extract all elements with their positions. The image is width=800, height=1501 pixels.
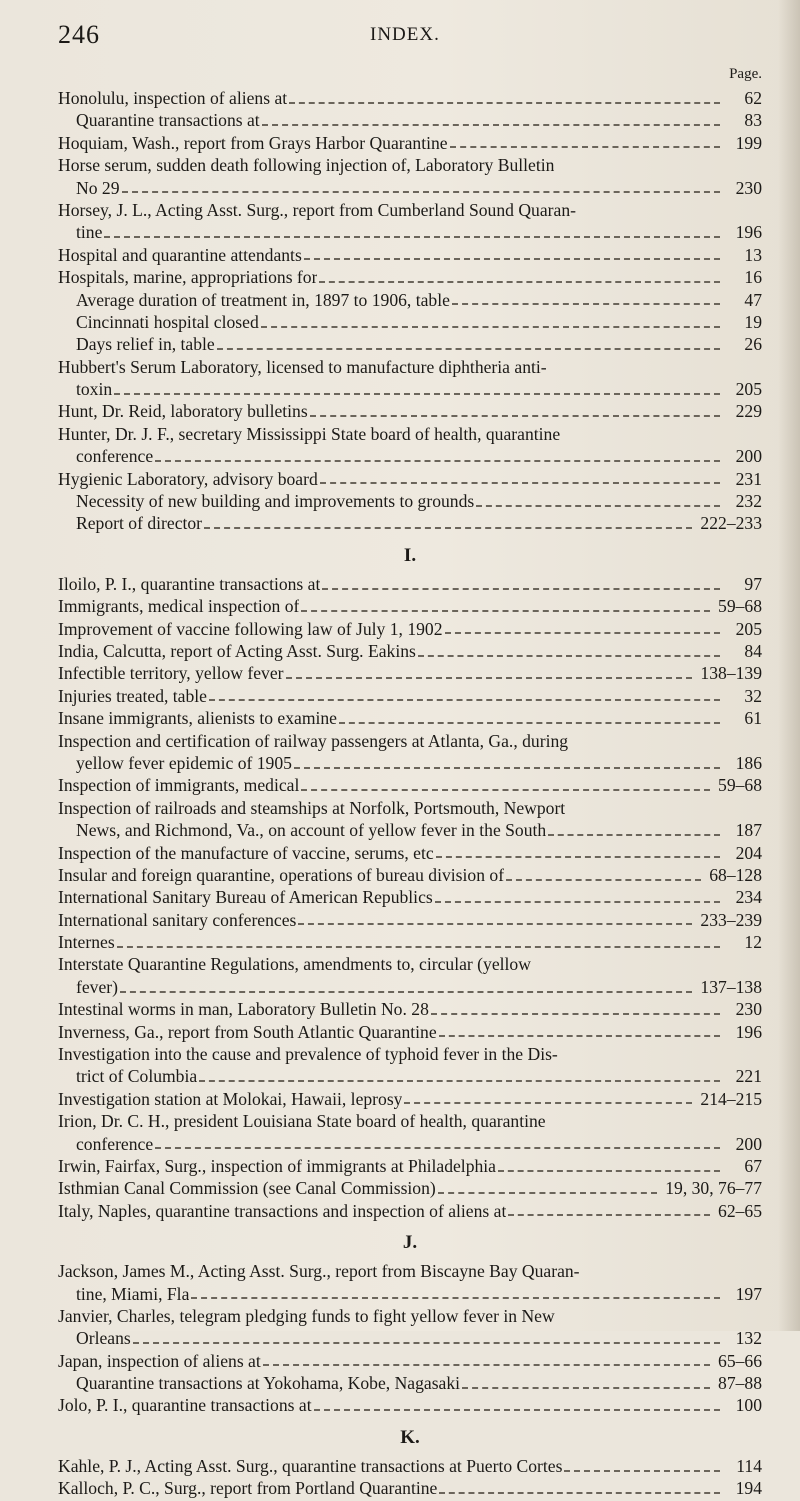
index-entry xyxy=(58,641,762,663)
index-entry-page: 230 xyxy=(735,999,762,1020)
index-entry xyxy=(58,686,762,708)
index-entry-text: conference xyxy=(76,1133,154,1154)
index-entry-text: Injuries treated, table xyxy=(58,685,207,706)
index-entry-text: Inspection of immigrants, medical xyxy=(58,775,300,796)
dot-leader xyxy=(445,631,720,634)
index-entry-page: 100 xyxy=(735,1395,762,1416)
index-entry-text: Hunter, Dr. J. F., secretary Mississippi State board of health, quarantine xyxy=(58,423,561,444)
index-entry xyxy=(58,731,762,753)
index-section-j xyxy=(58,1261,762,1418)
index-entry xyxy=(58,843,762,865)
index-entry-text: Hygienic Laboratory, advisory board xyxy=(58,468,318,489)
index-entry-page: 59–68 xyxy=(718,596,762,617)
index-entry-text: Irwin, Fairfax, Surg., inspection of immigrants at Philadelphia xyxy=(58,1155,496,1176)
index-entry-text: Jackson, James M., Acting Asst. Surg., report from Biscayne Bay Quaran- xyxy=(58,1261,580,1282)
index-entry xyxy=(58,798,762,820)
index-entry xyxy=(58,1373,762,1395)
index-entry xyxy=(58,88,762,110)
index-entry-text: Internes xyxy=(58,932,115,953)
index-entry-text: International Sanitary Bureau of American Republics xyxy=(58,887,433,908)
dot-leader xyxy=(204,526,692,529)
index-entry-text: Inverness, Ga., report from South Atlantic Quarantine xyxy=(58,1021,437,1042)
dot-leader xyxy=(462,1386,710,1389)
dot-leader xyxy=(404,1101,692,1104)
index-entry-text: yellow fever epidemic of 1905 xyxy=(76,752,292,773)
section-letter-i: I. xyxy=(403,544,417,566)
index-entry-text: Report of director xyxy=(76,513,203,534)
index-entry xyxy=(58,491,762,513)
dot-leader xyxy=(301,609,710,612)
dot-leader xyxy=(418,654,720,657)
dot-leader xyxy=(286,676,693,679)
page-edge-shadow xyxy=(778,0,800,1331)
index-entry-text: Horse serum, sudden death following injection of, Laboratory Bulletin xyxy=(58,155,555,176)
index-entry xyxy=(58,1134,762,1156)
dot-leader xyxy=(435,900,720,903)
index-entry xyxy=(58,1328,762,1350)
index-entry xyxy=(58,1044,762,1066)
index-entry-text: Kahle, P. J., Acting Asst. Surg., quarantine transactions at Puerto Cortes xyxy=(58,1455,563,1476)
index-entry-text: Italy, Naples, quarantine transactions and inspection of aliens at xyxy=(58,1200,507,1221)
index-entry xyxy=(58,1201,762,1223)
index-entry-text: Hospital and quarantine attendants xyxy=(58,244,302,265)
index-entry-text: India, Calcutta, report of Acting Asst. Surg. Eakins xyxy=(58,640,416,661)
index-entry-page: 222–233 xyxy=(700,513,762,534)
dot-leader xyxy=(320,481,720,484)
index-entry-text: conference xyxy=(76,446,154,467)
index-entry-text: Insane immigrants, alienists to examine xyxy=(58,708,337,729)
dot-leader xyxy=(322,587,720,590)
index-entry xyxy=(58,290,762,312)
dot-leader xyxy=(155,459,720,462)
dot-leader xyxy=(199,1079,720,1082)
index-entry xyxy=(58,1178,762,1200)
index-entry-page: 62–65 xyxy=(718,1200,762,1221)
dot-leader xyxy=(564,1469,720,1472)
index-entry-text: Hunt, Dr. Reid, laboratory bulletins xyxy=(58,401,308,422)
index-entry-text: Immigrants, medical inspection of xyxy=(58,596,300,617)
index-entry-page: 186 xyxy=(735,752,762,773)
index-entry-text: No 29 xyxy=(76,177,120,198)
index-entry-page: 231 xyxy=(735,468,762,489)
index-entry-text: Hospitals, marine, appropriations for xyxy=(58,267,318,288)
dot-leader xyxy=(301,788,710,791)
index-entry xyxy=(58,865,762,887)
index-entry xyxy=(58,1089,762,1111)
dot-leader xyxy=(439,1491,720,1494)
index-entry-text: Days relief in, table xyxy=(76,334,215,355)
index-entry xyxy=(58,446,762,468)
index-entry xyxy=(58,469,762,491)
dot-leader xyxy=(263,1363,710,1366)
index-entry-text: News, and Richmond, Va., on account of yellow fever in the South xyxy=(76,820,547,841)
index-entry-text: trict of Columbia xyxy=(76,1066,198,1087)
index-entry-page: 12 xyxy=(744,932,762,953)
index-entry-text: tine, Miami, Fla xyxy=(76,1283,190,1304)
index-section-h xyxy=(58,88,762,536)
index-entry-page: 59–68 xyxy=(718,775,762,796)
dot-leader xyxy=(339,721,720,724)
index-entry xyxy=(58,596,762,618)
dot-leader xyxy=(262,123,720,126)
index-entry xyxy=(58,1066,762,1088)
index-entry-page: 214–215 xyxy=(700,1088,762,1109)
index-entry xyxy=(58,1022,762,1044)
dot-leader xyxy=(314,1408,720,1411)
index-entry-text: Janvier, Charles, telegram pledging funds to fight yellow fever in New xyxy=(58,1305,555,1326)
index-entry xyxy=(58,977,762,999)
dot-leader xyxy=(261,325,720,328)
index-entry xyxy=(58,178,762,200)
index-entry-page: 67 xyxy=(744,1155,762,1176)
index-entry-page: 205 xyxy=(735,379,762,400)
dot-leader xyxy=(133,1341,720,1344)
index-entry xyxy=(58,1351,762,1373)
index-entry-page: 16 xyxy=(744,267,762,288)
index-entry-page: 19 xyxy=(744,311,762,332)
index-entry-text: fever) xyxy=(76,976,118,997)
dot-leader xyxy=(217,347,720,350)
index-entry-text: tine xyxy=(76,222,103,243)
index-entry-text: Quarantine transactions at xyxy=(76,110,260,131)
index-entry-page: 87–88 xyxy=(718,1373,762,1394)
index-entry xyxy=(58,222,762,244)
index-entry-text: Quarantine transactions at Yokohama, Kobe, Nagasaki xyxy=(76,1373,461,1394)
index-entry xyxy=(58,1478,762,1500)
index-entry-page: 19, 30, 76–77 xyxy=(665,1178,762,1199)
index-entry-page: 68–128 xyxy=(709,864,762,885)
index-entry-text: Necessity of new building and improvements to grounds xyxy=(76,491,475,512)
index-entry-page: 200 xyxy=(735,446,762,467)
index-entry xyxy=(58,775,762,797)
index-entry xyxy=(58,932,762,954)
index-entry-page: 232 xyxy=(735,491,762,512)
index-entry-text: Average duration of treatment in, 1897 to 1906, table xyxy=(76,289,450,310)
index-entry-page: 61 xyxy=(744,708,762,729)
index-entry xyxy=(58,1261,762,1283)
index-entry-page: 205 xyxy=(735,618,762,639)
index-entry-text: Orleans xyxy=(76,1328,131,1349)
index-entry xyxy=(58,401,762,423)
index-entry-page: 137–138 xyxy=(700,976,762,997)
index-entry-text: International sanitary conferences xyxy=(58,909,297,930)
index-entry-page: 114 xyxy=(736,1455,762,1476)
dot-leader xyxy=(294,766,720,769)
index-entry xyxy=(58,1306,762,1328)
index-entry-page: 230 xyxy=(735,177,762,198)
index-entry xyxy=(58,574,762,596)
index-entry-page: 233–239 xyxy=(700,909,762,930)
page-header xyxy=(58,20,762,60)
index-entry-page: 196 xyxy=(735,1021,762,1042)
index-entry-text: Jolo, P. I., quarantine transactions at xyxy=(58,1395,312,1416)
index-entry xyxy=(58,245,762,267)
dot-leader xyxy=(114,392,720,395)
dot-leader xyxy=(191,1296,720,1299)
dot-leader xyxy=(439,1034,720,1037)
index-entry xyxy=(58,334,762,356)
dot-leader xyxy=(438,1191,657,1194)
index-entry xyxy=(58,1284,762,1306)
section-letter-j: J. xyxy=(402,1232,418,1254)
dot-leader xyxy=(117,945,720,948)
index-entry xyxy=(58,954,762,976)
index-entry-text: Kalloch, P. C., Surg., report from Portland Quarantine xyxy=(58,1478,438,1499)
dot-leader xyxy=(209,698,720,701)
index-entry-page: 200 xyxy=(735,1133,762,1154)
index-entry xyxy=(58,513,762,535)
page-column-label: Page. xyxy=(729,66,762,82)
index-entry-page: 187 xyxy=(735,820,762,841)
index-entry-page: 234 xyxy=(735,887,762,908)
index-entry-page: 65–66 xyxy=(718,1350,762,1371)
dot-leader xyxy=(452,302,720,305)
dot-leader xyxy=(304,257,720,260)
dot-leader xyxy=(498,1169,720,1172)
index-entry-page: 204 xyxy=(735,842,762,863)
index-entry-page: 199 xyxy=(735,132,762,153)
index-entry-text: Insular and foreign quarantine, operations of bureau division of xyxy=(58,864,505,885)
index-entry-text: Horsey, J. L., Acting Asst. Surg., report from Cumberland Sound Quaran- xyxy=(58,199,576,220)
index-entry xyxy=(58,999,762,1021)
index-entry xyxy=(58,1156,762,1178)
index-entry-page: 194 xyxy=(735,1478,762,1499)
dot-leader xyxy=(155,1146,720,1149)
index-entry-page: 197 xyxy=(735,1283,762,1304)
index-entry xyxy=(58,379,762,401)
dot-leader xyxy=(450,145,720,148)
index-entry-text: Inspection and certification of railway passengers at Atlanta, Ga., during xyxy=(58,730,569,751)
index-entry xyxy=(58,753,762,775)
index-entry-text: Improvement of vaccine following law of July 1, 1902 xyxy=(58,618,443,639)
index-entry xyxy=(58,663,762,685)
index-entry-text: Honolulu, inspection of aliens at xyxy=(58,88,288,108)
section-letter-k: K. xyxy=(400,1426,420,1448)
index-entry xyxy=(58,312,762,334)
dot-leader xyxy=(508,1213,710,1216)
index-entry-text: toxin xyxy=(76,379,113,400)
index-entry xyxy=(58,708,762,730)
index-entry xyxy=(58,357,762,379)
dot-leader xyxy=(120,990,692,993)
dot-leader xyxy=(122,190,721,193)
index-section-i xyxy=(58,574,762,1223)
dot-leader xyxy=(506,878,701,881)
index-entry-page: 196 xyxy=(735,222,762,243)
index-section-k xyxy=(58,1456,762,1501)
dot-leader xyxy=(310,414,720,417)
index-entry-text: Irion, Dr. C. H., president Louisiana State board of health, quarantine xyxy=(58,1111,546,1132)
index-entry xyxy=(58,200,762,222)
index-entry-text: Investigation into the cause and prevalence of typhoid fever in the Dis- xyxy=(58,1044,558,1065)
index-entry-text: Intestinal worms in man, Laboratory Bulletin No. 28 xyxy=(58,999,429,1020)
index-entry-page: 84 xyxy=(744,640,762,661)
index-entry xyxy=(58,1111,762,1133)
dot-leader xyxy=(298,922,692,925)
index-entry-page: 13 xyxy=(744,244,762,265)
index-entry-text: Cincinnati hospital closed xyxy=(76,311,259,332)
index-entry-text: Interstate Quarantine Regulations, amendments to, circular (yellow xyxy=(58,954,531,975)
index-entry-text: Japan, inspection of aliens at xyxy=(58,1350,261,1371)
index-entry-page: 62 xyxy=(744,88,762,108)
index-entry xyxy=(58,133,762,155)
index-entry xyxy=(58,820,762,842)
index-entry-page: 138–139 xyxy=(700,663,762,684)
dot-leader xyxy=(476,504,720,507)
page-number: 246 xyxy=(58,20,100,49)
index-entry-page: 26 xyxy=(744,334,762,355)
index-entry xyxy=(58,619,762,641)
index-entry-page: 132 xyxy=(735,1328,762,1349)
index-entry xyxy=(58,887,762,909)
index-entry-text: Infectible territory, yellow fever xyxy=(58,663,284,684)
dot-leader xyxy=(319,280,720,283)
dot-leader xyxy=(548,833,720,836)
index-entry xyxy=(58,267,762,289)
index-entry xyxy=(58,1395,762,1417)
index-entry-page: 32 xyxy=(744,685,762,706)
dot-leader xyxy=(431,1012,720,1015)
index-entry-text: Inspection of the manufacture of vaccine, serums, etc xyxy=(58,842,434,863)
page-title: INDEX. xyxy=(370,24,440,45)
index-entry-text: Hubbert's Serum Laboratory, licensed to manufacture diphtheria anti- xyxy=(58,356,547,377)
index-entry-text: Iloilo, P. I., quarantine transactions at xyxy=(58,573,321,594)
index-entry xyxy=(58,110,762,132)
dot-leader xyxy=(289,101,720,104)
index-entry xyxy=(58,910,762,932)
index-entry-text: Isthmian Canal Commission (see Canal Commission) xyxy=(58,1178,436,1199)
index-entry-page: 83 xyxy=(744,110,762,131)
index-entry-page: 221 xyxy=(735,1066,762,1087)
index-entry-page: 97 xyxy=(744,573,762,594)
index-entry-text: Inspection of railroads and steamships at Norfolk, Portsmouth, Newport xyxy=(58,797,566,818)
index-entry-page: 47 xyxy=(744,289,762,310)
index-entry-page: 229 xyxy=(735,401,762,422)
dot-leader xyxy=(436,855,720,858)
index-entry xyxy=(58,1456,762,1478)
index-entry-text: Investigation station at Molokai, Hawaii, leprosy xyxy=(58,1088,403,1109)
index-entry xyxy=(58,155,762,177)
index-entry-text: Hoquiam, Wash., report from Grays Harbor Quarantine xyxy=(58,132,448,153)
dot-leader xyxy=(104,235,720,238)
index-entry xyxy=(58,424,762,446)
